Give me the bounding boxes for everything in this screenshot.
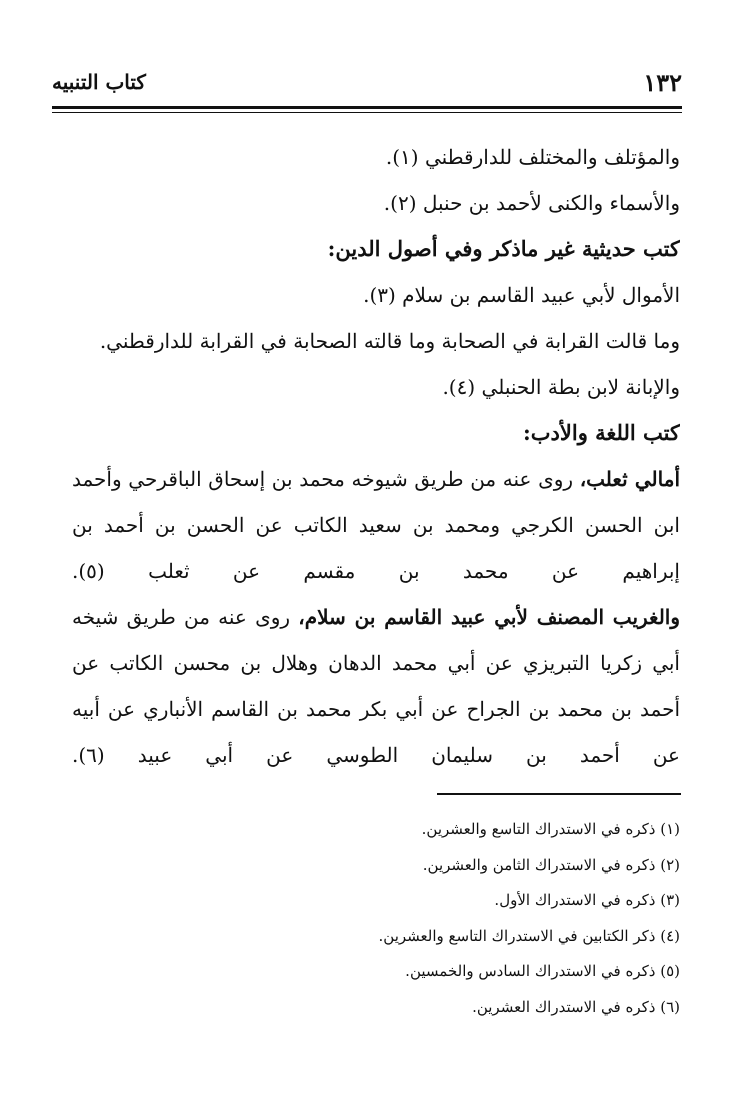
footnote: (٢) ذكره في الاستدراك الثامن والعشرين. bbox=[422, 855, 680, 874]
text-line: والأسماء والكنى لأحمد بن حنبل (٢). bbox=[383, 191, 680, 215]
footnote: (١) ذكره في الاستدراك التاسع والعشرين. bbox=[421, 820, 680, 838]
footnote: (٤) ذكر الكتابين في الاستدراك التاسع والعشرين. bbox=[378, 926, 680, 945]
footnote-rule bbox=[437, 793, 681, 795]
header-rule-thin bbox=[52, 112, 682, 113]
text-line: والمؤتلف والمختلف للدارقطني (١). bbox=[385, 145, 680, 169]
footnote: (٥) ذكره في الاستدراك السادس والخمسين. bbox=[405, 962, 680, 980]
section-heading: كتب حديثية غير ماذكر وفي أصول الدين: bbox=[327, 236, 680, 261]
footnote: (٣) ذكره في الاستدراك الأول. bbox=[494, 891, 680, 909]
paragraph-lead: والغريب المصنف لأبي عبيد القاسم بن سلام، bbox=[298, 605, 681, 629]
footnotes bbox=[300, 812, 680, 1025]
running-title: كتاب التنبيه bbox=[52, 70, 146, 94]
main-text bbox=[72, 134, 680, 778]
text-line: والإبانة لابن بطة الحنبلي (٤). bbox=[442, 375, 680, 399]
text-line: الأموال لأبي عبيد القاسم بن سلام (٣). bbox=[363, 283, 680, 307]
paragraph-text: روى عنه من طريق شيوخه محمد بن إسحاق الباقرحي وأحمد ابن الحسن الكرجي ومحمد بن سعيد الكاتب عن الحسن بن أحمد بن إبراهيم عن محمد بن مقسم عن ثعلب (٥). bbox=[72, 467, 680, 583]
page-header bbox=[52, 68, 682, 102]
paragraph bbox=[72, 594, 680, 778]
section-heading: كتب اللغة والأدب: bbox=[523, 420, 680, 445]
text-line: وما قالت القرابة في الصحابة وما قالته الصحابة في القرابة للدارقطني. bbox=[99, 329, 680, 353]
paragraph-lead: أمالي ثعلب، bbox=[579, 467, 680, 491]
footnote: (٦) ذكره في الاستدراك العشرين. bbox=[472, 997, 680, 1016]
paragraph bbox=[72, 456, 680, 594]
header-rule-thick bbox=[52, 106, 682, 109]
page-number: ١٣٢ bbox=[643, 68, 682, 97]
paragraph-text: روى عنه من طريق شيخه أبي زكريا التبريزي عن أبي محمد الدهان وهلال بن محسن الكاتب عن أحمد بن محمد بن الجراح عن أبي بكر محمد بن القاسم الأنباري عن أبيه عن أحمد بن سليمان الطوسي عن أبي عبيد (٦). bbox=[72, 605, 680, 767]
